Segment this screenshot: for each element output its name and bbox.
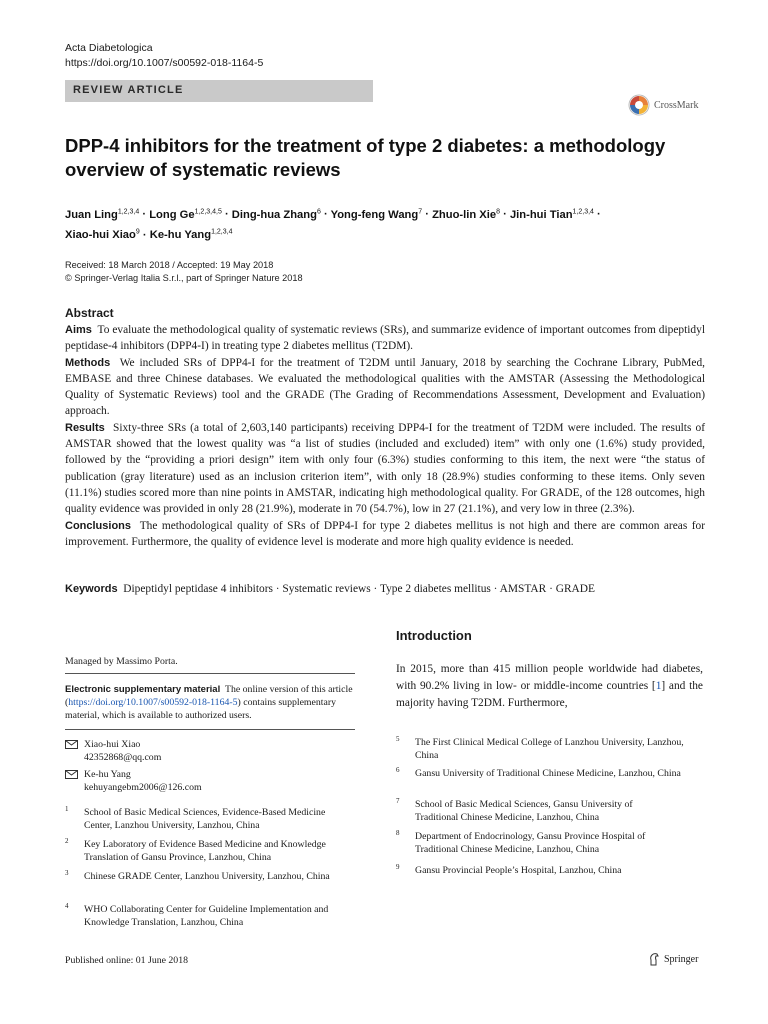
copyright: © Springer-Verlag Italia S.r.l., part of Springer Nature 2018	[65, 273, 303, 283]
reference-link[interactable]: 1	[655, 680, 662, 692]
affiliation-1	[65, 806, 355, 832]
author-name: Xiao-hui Xiao	[65, 229, 136, 242]
article-dates	[65, 259, 303, 285]
affiliation-number: 7	[396, 797, 400, 805]
contact-email[interactable]: kehuyangebm2006@126.com	[84, 782, 202, 793]
author-name: Ding-hua Zhang	[231, 208, 317, 221]
springer-horse-icon	[648, 952, 660, 966]
author-affiliation-marker: 6	[316, 208, 321, 215]
crossmark-badge[interactable]	[628, 94, 698, 116]
contact-name: Ke-hu Yang	[84, 769, 131, 780]
abstract-heading: Abstract	[65, 306, 114, 320]
affiliation-7	[396, 798, 676, 824]
crossmark-label: CrossMark	[654, 99, 699, 111]
esm-text-part2: ) contains supplementary material, which is available to authorized users.	[65, 697, 337, 721]
intro-text-part1: In 2015, more than 415 million people worldwide had diabetes, with 90.2% living in low- or middle-income countries [	[396, 663, 703, 692]
affiliation-number: 4	[65, 902, 69, 910]
affiliation-text: Key Laboratory of Evidence Based Medicine and Knowledge Translation of Gansu Province, Lanzhou, China	[84, 839, 326, 863]
abstract-results	[65, 420, 705, 518]
contact-name: Xiao-hui Xiao	[84, 739, 141, 750]
article-doi[interactable]: https://doi.org/10.1007/s00592-018-1164-5	[65, 57, 264, 69]
affiliation-number: 6	[396, 766, 400, 774]
author	[65, 209, 139, 221]
affiliation-text: The First Clinical Medical College of Lanzhou University, Lanzhou, China	[415, 737, 684, 761]
methods-label: Methods	[65, 356, 111, 369]
author	[432, 209, 500, 221]
author-name: Jin-hui Tian	[509, 208, 573, 221]
author-name: Yong-feng Wang	[330, 208, 419, 221]
divider	[65, 673, 355, 674]
affiliation-3	[65, 870, 355, 883]
affiliation-number: 5	[396, 735, 400, 743]
esm-label: Electronic supplementary material	[65, 684, 221, 695]
affiliation-6	[396, 767, 696, 780]
article-title: DPP-4 inhibitors for the treatment of type 2 diabetes: a methodology overview of systematic reviews	[65, 135, 666, 180]
managed-by: Managed by Massimo Porta.	[65, 656, 178, 667]
affiliation-8	[396, 830, 676, 856]
author-affiliation-marker: 8	[496, 208, 500, 215]
affiliation-number: 9	[396, 863, 400, 871]
affiliation-text: School of Basic Medical Sciences, Evidence-Based Medicine Center, Lanzhou University, Lanzhou, China	[84, 807, 326, 831]
introduction-heading: Introduction	[396, 628, 472, 643]
aims-text: To evaluate the methodological quality of systematic reviews (SRs), and summarize evidence of important outcomes from dipeptidyl peptidase-4 inhibitors (DPP4-I) in treating type 2 diabetes mellitus (T2DM).	[65, 324, 705, 353]
keywords	[65, 581, 705, 597]
abstract-conclusions	[65, 518, 705, 551]
author-affiliation-marker: 1,2,3,4	[117, 208, 140, 215]
author-list: Juan Ling$^{1,2,3,4}$ · Long Ge$^{1,2,3,4,5}$ · Ding-hua Zhang$^6$ · Yong-feng Wang$^7$ · Zhuo-lin Xie$^8$ · Jin-hui Tian$^{1,2,3,4}$ · Xiao-hui Xiao$^9$ · Ke-hu Yang$^{1,2,3,4}$	[65, 208, 601, 242]
abstract-methods	[65, 355, 705, 420]
affiliation-text: WHO Collaborating Center for Guideline Implementation and Knowledge Translation, Lanzhou, China	[84, 904, 329, 928]
contact-xiao	[65, 738, 365, 764]
author	[510, 209, 594, 221]
conclusions-text: The methodological quality of SRs of DPP4-I for type 2 diabetes mellitus is not high and there are common areas for improvement. Furthermore, the quality of evidence level is moderate and more high quality evidence is needed.	[65, 519, 705, 548]
affiliation-text: School of Basic Medical Sciences, Gansu University of Traditional Chinese Medicine, Lanzhou, China	[415, 799, 633, 823]
affiliation-9	[396, 864, 696, 877]
author-affiliation-marker: 9	[135, 228, 140, 236]
author	[149, 209, 222, 221]
article-type-banner	[65, 80, 373, 102]
keywords-text: Dipeptidyl peptidase 4 inhibitors · Systematic reviews · Type 2 diabetes mellitus · AMSTAR · GRADE	[123, 583, 595, 595]
contact-yang	[65, 768, 365, 794]
affiliation-text: Gansu University of Traditional Chinese Medicine, Lanzhou, China	[415, 768, 681, 779]
publisher-logo	[648, 952, 698, 966]
affiliation-number: 3	[65, 869, 69, 877]
abstract-body	[65, 322, 705, 550]
results-label: Results	[65, 421, 105, 434]
author-affiliation-marker: 1,2,3,4	[572, 208, 594, 215]
affiliation-text: Gansu Provincial People’s Hospital, Lanzhou, China	[415, 865, 622, 876]
affiliation-4	[65, 903, 355, 929]
affiliation-text: Department of Endocrinology, Gansu Province Hospital of Traditional Chinese Medicine, Lanzhou, China	[415, 831, 646, 855]
results-text: Sixty-three SRs (a total of 2,603,140 participants) receiving DPP4-I for the treatment of T2DM were included. The results of AMSTAR showed that the lowest quality was “a list of studies (included and excluded) item” with only one (1.6%) study provided, followed by the “providing a priori design” item with only four (6.3%) studies conforming to this item, the next were “the status of publication (gray literature) used as an inclusion criterion item”, with only 18 (28.9%) studies conforming to these items. Only seven (11.1%) studies scored more than nine points in AMSTAR, indicating high methodological quality. For GRADE, of the 128 outcomes, high quality evidence was provided in only 28 (21.9%), moderate in 70 (54.7%), low in 27 (21.1%), and very low in three (2.3%).	[65, 421, 706, 516]
abstract-aims	[65, 322, 705, 355]
author-name: Long Ge	[149, 208, 195, 221]
published-date: Published online: 01 June 2018	[65, 955, 189, 966]
affiliation-number: 2	[65, 837, 69, 845]
affiliation-2	[65, 838, 355, 864]
affiliation-number: 8	[396, 829, 400, 837]
introduction-text	[396, 661, 703, 712]
article-type-label: REVIEW ARTICLE	[73, 84, 184, 96]
conclusions-label: Conclusions	[65, 519, 132, 532]
publisher-name: Springer	[664, 953, 699, 965]
envelope-icon	[65, 770, 78, 779]
esm-note	[65, 683, 355, 722]
crossmark-icon	[628, 94, 650, 116]
author-affiliation-marker: 1,2,3,4	[211, 228, 233, 236]
author-name: Zhuo-lin Xie	[432, 208, 497, 221]
esm-text-part1: The online version of this article (	[65, 684, 353, 708]
keywords-label: Keywords	[65, 583, 118, 595]
author-name: Ke-hu Yang	[149, 229, 212, 242]
received-accepted: Received: 18 March 2018 / Accepted: 19 May 2018	[65, 260, 274, 270]
envelope-icon	[65, 740, 78, 749]
author	[150, 229, 233, 241]
aims-label: Aims	[65, 324, 92, 336]
journal-name: Acta Diabetologica	[65, 42, 153, 54]
author-affiliation-marker: 7	[418, 208, 423, 215]
affiliation-text: Chinese GRADE Center, Lanzhou University, Lanzhou, China	[84, 871, 330, 882]
divider	[65, 729, 355, 730]
affiliation-number: 1	[65, 805, 69, 813]
methods-text: We included SRs of DPP4-I for the treatment of T2DM until January, 2018 by searching the Cochrane Library, PubMed, EMBASE and three Chinese databases. We evaluated the methodological qualities with the AMSTAR (Assessing the Methodological Quality of Systematic Reviews) tool and the GRADE (The Grading of Recommendations Assessment, Development and Evaluation) approach.	[65, 356, 705, 418]
author	[65, 229, 140, 241]
contact-email[interactable]: 42352868@qq.com	[84, 752, 162, 763]
author	[331, 209, 423, 221]
author	[232, 209, 321, 221]
esm-link[interactable]: https://doi.org/10.1007/s00592-018-1164-5	[68, 697, 238, 708]
author-affiliation-marker: 1,2,3,4,5	[194, 208, 222, 215]
affiliation-5	[396, 736, 696, 762]
intro-text-part2: ] and the majority having T2DM. Furthermore,	[396, 680, 703, 709]
author-name: Juan Ling	[65, 208, 118, 221]
